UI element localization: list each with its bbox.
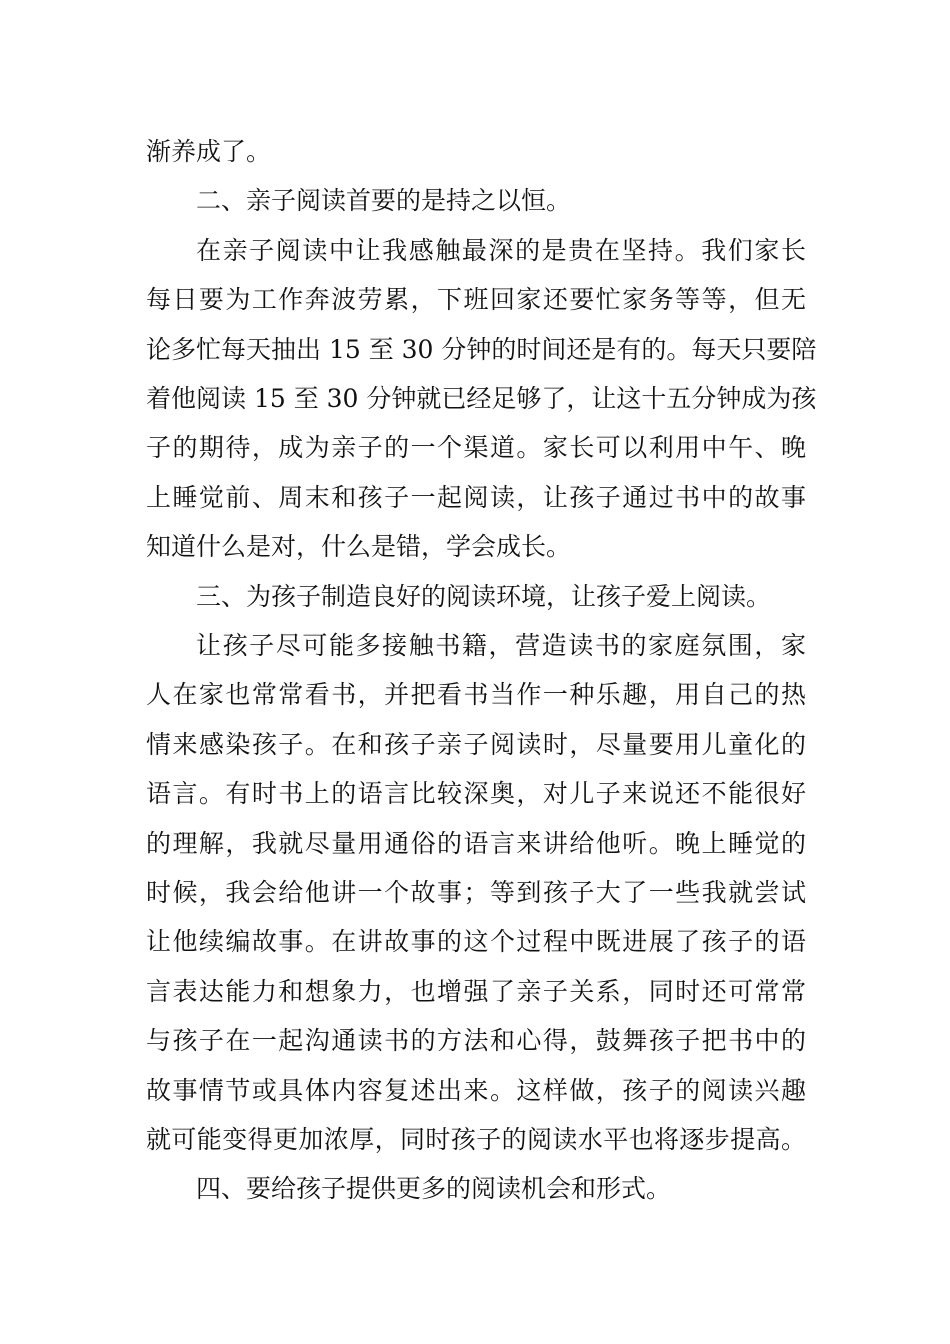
text-line: 让孩子尽可能多接触书籍，营造读书的家庭氛围，家	[196, 631, 806, 660]
text-line: 渐养成了。	[146, 137, 272, 166]
text-line: 每日要为工作奔波劳累，下班回家还要忙家务等等，但无	[146, 285, 806, 314]
text-line: 着他阅读 15 至 30 分钟就已经足够了，让这十五分钟成为孩	[146, 384, 817, 413]
text-line: 子的期待，成为亲子的一个渠道。家长可以利用中午、晚	[146, 433, 806, 462]
text-line: 论多忙每天抽出 15 至 30 分钟的时间还是有的。每天只要陪	[146, 335, 817, 364]
text-line: 时候，我会给他讲一个故事；等到孩子大了一些我就尝试	[146, 878, 806, 907]
text-line: 的理解，我就尽量用通俗的语言来讲给他听。晚上睡觉的	[146, 829, 806, 858]
text-line: 语言。有时书上的语言比较深奥，对儿子来说还不能很好	[146, 779, 806, 808]
text-line: 与孩子在一起沟通读书的方法和心得，鼓舞孩子把书中的	[146, 1026, 806, 1055]
text-line: 让他续编故事。在讲故事的这个过程中既进展了孩子的语	[146, 927, 806, 956]
text-line: 情来感染孩子。在和孩子亲子阅读时，尽量要用儿童化的	[146, 730, 806, 759]
text-line: 二、亲子阅读首要的是持之以恒。	[196, 186, 572, 215]
text-line: 四、要给孩子提供更多的阅读机会和形式。	[196, 1174, 672, 1203]
text-line: 人在家也常常看书，并把看书当作一种乐趣，用自己的热	[146, 680, 806, 709]
text-line: 言表达能力和想象力，也增强了亲子关系，同时还可常常	[146, 977, 806, 1006]
text-line: 上睡觉前、周末和孩子一起阅读，让孩子通过书中的故事	[146, 483, 806, 512]
text-line: 知道什么是对，什么是错，学会成长。	[146, 532, 572, 561]
text-line: 就可能变得更加浓厚，同时孩子的阅读水平也将逐步提高。	[146, 1125, 806, 1154]
text-line: 三、为孩子制造良好的阅读环境，让孩子爱上阅读。	[196, 582, 772, 611]
text-line: 在亲子阅读中让我感触最深的是贵在坚持。我们家长	[196, 236, 806, 265]
text-line: 故事情节或具体内容复述出来。这样做，孩子的阅读兴趣	[146, 1076, 806, 1105]
